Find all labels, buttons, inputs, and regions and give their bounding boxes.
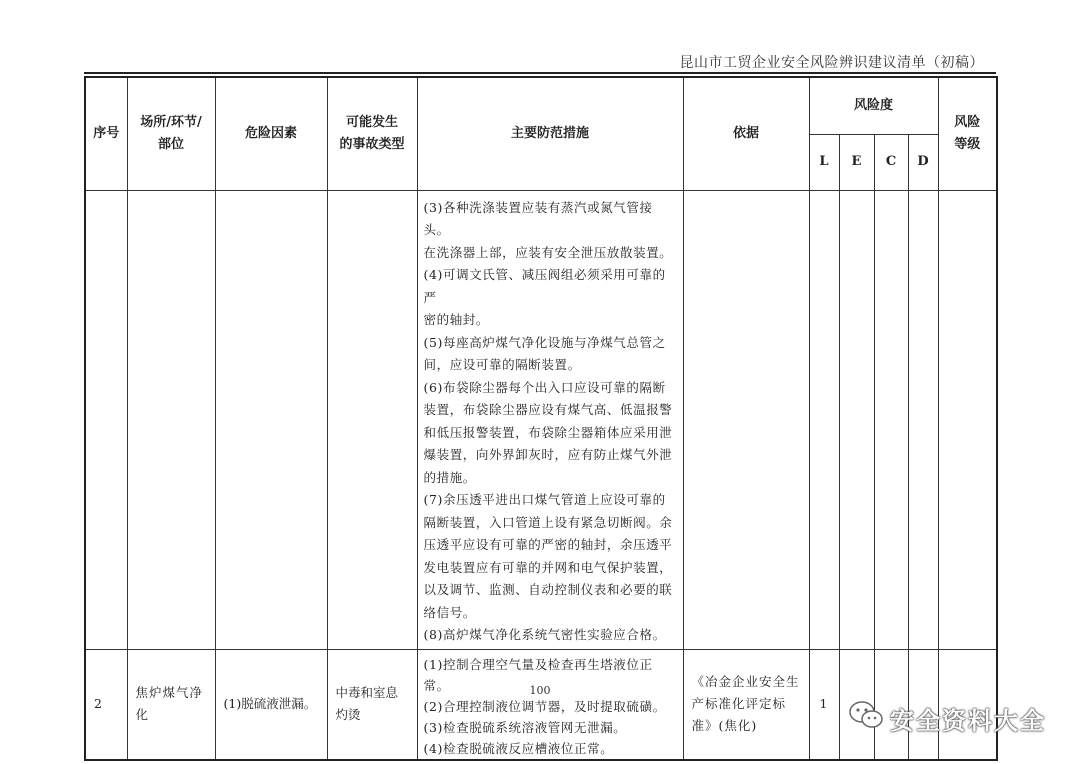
- cell-L: [809, 190, 839, 649]
- header-accident: [327, 77, 417, 190]
- cell-level: [938, 190, 997, 649]
- header-risk-level: [938, 77, 997, 190]
- measure-line: (2)合理控制液位调节器，及时提取硫磺。: [423, 698, 666, 714]
- measure-line: (3)各种洗涤装置应装有蒸汽或氮气管接头。: [423, 199, 653, 237]
- measure-line: 和低压报警装置，布袋除尘器箱体应采用泄: [423, 424, 673, 440]
- measure-line: (3)检查脱硫系统溶液管网无泄漏。: [423, 719, 627, 735]
- header-risk-L: L: [809, 134, 839, 190]
- measure-line: 发电装置应有可靠的并网和电气保护装置，: [423, 559, 673, 575]
- measure-line: 密的轴封。: [423, 312, 490, 327]
- measure-line: 压透平应设有可靠的严密的轴封，余压透平: [423, 537, 673, 552]
- measure-line: (8)高炉煤气净化系统气密性实验应合格。: [423, 627, 666, 642]
- measure-line: (1)控制合理空气量及检查再生塔液位正常。: [423, 656, 653, 693]
- cell-accident: 中毒和室息灼烫: [327, 649, 417, 760]
- cell-basis: [683, 190, 809, 649]
- measure-line: (7)余压透平进出口煤气管道上应设可靠的: [423, 492, 666, 507]
- header-hazard: 危险因素: [215, 77, 327, 190]
- cell-L: 1: [809, 649, 839, 760]
- header-measures: 主要防范措施: [417, 77, 683, 190]
- measure-line: (4)可调文氏管、减压阀组必须采用可靠的严: [423, 267, 666, 305]
- measure-line: 装置，布袋除尘器应设有煤气高、低温报警: [423, 402, 673, 417]
- header-rule: [84, 72, 996, 74]
- cell-basis: 《冶金企业安全生产标准化评定标准》(焦化): [683, 649, 809, 760]
- cell-seq: [85, 190, 127, 649]
- table-row: [85, 190, 997, 649]
- cell-D: [908, 190, 938, 649]
- header-accident-line1: 可能发生: [345, 114, 398, 130]
- header-basis: 依据: [683, 77, 809, 190]
- cell-seq: 2: [85, 649, 127, 760]
- document-title: 昆山市工贸企业安全风险辨识建议清单（初稿）: [679, 55, 984, 71]
- measure-line: (6)布袋除尘器每个出入口应设可靠的隔断: [423, 379, 666, 395]
- cell-location: 焦炉煤气净化: [127, 649, 215, 760]
- header-seq: 序号: [85, 77, 127, 190]
- measure-line: 爆装置，向外界卸灰时，应有防止煤气外泄: [423, 447, 673, 462]
- page-number: 100: [529, 684, 551, 697]
- header-risk-level-line2: 等级: [954, 136, 981, 152]
- header-risk-D: D: [908, 134, 938, 190]
- risk-table: [84, 76, 998, 761]
- measure-line: 络信号。: [423, 604, 476, 620]
- watermark: [848, 700, 1046, 736]
- watermark-text: 安全资料大全: [890, 706, 1046, 735]
- cell-measures: [417, 190, 683, 649]
- header-location-line1: 场所/环节/: [140, 114, 202, 130]
- cell-location: [127, 190, 215, 649]
- cell-E: [839, 190, 874, 649]
- cell-accident: [327, 190, 417, 649]
- measure-line: 隔断装置，入口管道上设有紧急切断阀。余: [423, 514, 673, 530]
- header-risk-E: E: [839, 134, 874, 190]
- measure-line: (4)检查脱硫液反应槽液位正常。: [423, 740, 614, 756]
- header-risk-C: C: [874, 134, 908, 190]
- header-risk-degree: 风险度: [809, 77, 938, 134]
- cell-measures: [417, 649, 683, 760]
- cell-hazard: [215, 190, 327, 649]
- header-location: [127, 77, 215, 190]
- measure-line: 以及调节、监测、自动控制仪表和必要的联: [423, 582, 673, 597]
- wechat-icon: [848, 700, 884, 736]
- header-location-line2: 部位: [157, 136, 184, 152]
- measure-line: 的措施。: [423, 469, 476, 485]
- measure-line: 间，应设可靠的隔断装置。: [423, 357, 581, 372]
- header-risk-level-line1: 风险: [954, 114, 981, 130]
- cell-hazard: (1)脱硫液泄漏。: [215, 649, 327, 760]
- cell-C: [874, 190, 908, 649]
- measure-line: (5)每座高炉煤气净化设施与净煤气总管之: [423, 334, 666, 350]
- measure-line: 在洗涤器上部，应装有安全泄压放散装置。: [423, 244, 673, 260]
- header-accident-line2: 的事故类型: [339, 136, 405, 152]
